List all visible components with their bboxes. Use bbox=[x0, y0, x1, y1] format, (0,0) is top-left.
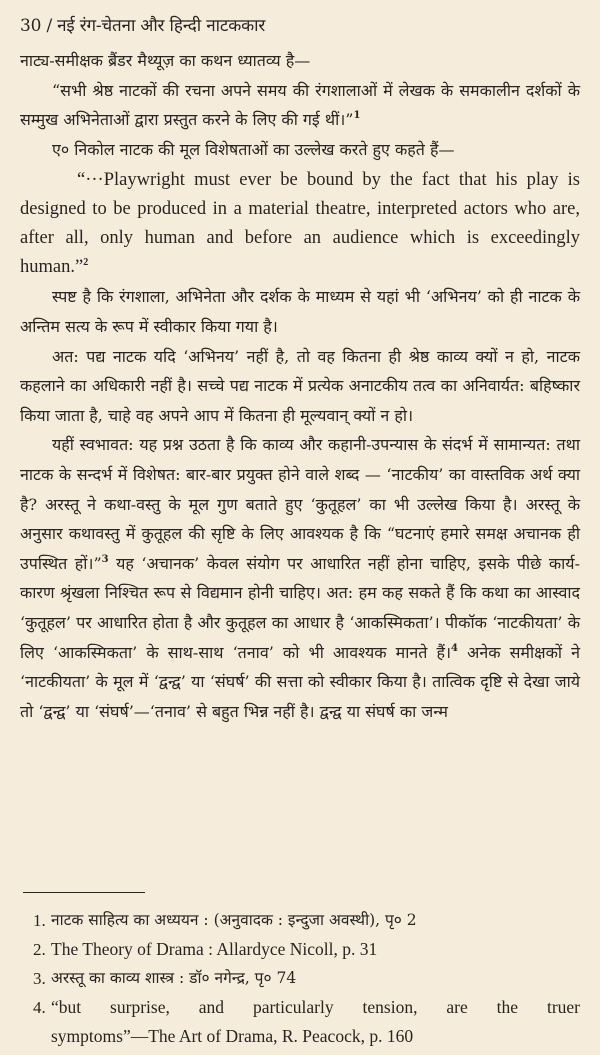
footnotes bbox=[33, 906, 580, 1051]
footnote-divider bbox=[23, 892, 145, 893]
quote-hindi-matthews: “सभी श्रेष्ठ नाटकों की रचना अपने समय की रंगशालाओं में लेखक के समकालीन दर्शकों के सम्मुख अभिनेताओं द्वारा प्रस्तुत करने के लिए की गई थीं।”$^1$ bbox=[20, 80, 580, 130]
footnote-ref-1[interactable]: 1 bbox=[353, 110, 361, 122]
paragraph-abhinay: स्पष्ट है कि रंगशाला, अभिनेता और दर्शक के माध्यम से यहां भी ‘अभिनय’ को ही नाटक के अन्तिम सत्य के रूप में स्वीकार किया गया है। bbox=[20, 287, 580, 336]
footnote-1: 1. नाटक साहित्य का अध्ययन : (अनुवादक : इन्दुजा अवस्थी), पृ० 2 bbox=[33, 911, 417, 930]
footnote-4: 4. “but surprise, and particularly tension, are the truer bbox=[33, 997, 580, 1017]
footnote-2: 2. The Theory of Drama : Allardyce Nicoll, p. 31 bbox=[33, 939, 378, 959]
head-separator: / bbox=[41, 16, 58, 36]
footnote-ref-3[interactable]: 3 bbox=[101, 553, 109, 565]
quote-english-nicoll: “···Playwright must ever be bound by the fact that his play is designed to be produced in a material theatre, interpreted actors who are, after all, only human and before an audience which is exceedingly human.”$^2$ bbox=[20, 170, 580, 278]
paragraph-padya-natak: अत: पद्य नाटक यदि ‘अभिनय’ नहीं है, तो वह कितना ही श्रेष्ठ काव्य क्यों न हो, नाटक कहलाने का अधिकारी नहीं है। सच्चे पद्य नाटक में प्रत्येक अनाटकीय तत्व का अनिवार्यत: बहिष्कार किया जाता है, चाहे वह अपने आप में कितना ही मूल्यवान् क्यों न हो। bbox=[20, 346, 580, 425]
page-number: 30 bbox=[20, 16, 42, 36]
footnote-4-continuation: symptoms”—The Art of Drama, R. Peacock, p. 160 bbox=[51, 1026, 414, 1046]
footnote-ref-4[interactable]: 4 bbox=[451, 642, 458, 654]
paragraph-intro-nicoll: ए० निकोल नाटक की मूल विशेषताओं का उल्लेख करते हुए कहते हैं— bbox=[52, 139, 455, 159]
book-title: नई रंग-चेतना और हिन्दी नाटककार bbox=[57, 16, 266, 36]
running-head bbox=[20, 13, 265, 36]
paragraph-intro-matthews: नाट्य-समीक्षक ब्रैंडर मैथ्यूज़ का कथन ध्यातव्य है— bbox=[20, 51, 311, 70]
footnote-ref-2[interactable]: 2 bbox=[83, 257, 89, 269]
body-text bbox=[20, 46, 580, 726]
paragraph-natakiya: यहीं स्वभावत: यह प्रश्न उठता है कि काव्य और कहानी-उपन्यास के संदर्भ में सामान्यत: तथा नाटक के सन्दर्भ में विशेषत: बार-बार प्रयुक्त होने वाले शब्द — ‘नाटकीय’ का वास्तविक अर्थ क्या है? अरस्तू ने कथा-वस्तु के मूल गुण बताते हुए ‘कुतूहल’ का भी उल्लेख किया है। अरस्तू के अनुसार कथावस्तु में कुतूहल की सृष्टि के लिए आवश्यक है कि “घटनाएं हमारे समक्ष अचानक ही उपस्थित हों।”$^3$ यह ‘अचानक’ केवल संयोग पर आधारित नहीं होना चाहिए, इसके पीछे कार्य-कारण श्रृंखला निश्चित रूप से विद्यमान होनी चाहिए। अत: हम कह सकते हैं कि कथा का आस्वाद ‘कुतूहल’ पर आधारित होता है और कुतूहल का आधार है ‘आकस्मिकता’। पीकॉक ‘नाटकीयता’ के लिए ‘आकस्मिकता’ के साथ-साथ ‘तनाव’ को भी आवश्यक मानते हैं।$^4$ अनेक समीक्षकों ने ‘नाटकीयता’ के मूल में ‘द्वन्द्व’ या ‘संघर्ष’ की सत्ता को स्वीकार किया है। तात्विक दृष्टि से देखा जाये तो ‘द्वन्द्व’ या ‘संघर्ष’—‘तनाव’ से बहुत भिन्न नहीं है। द्वन्द्व या संघर्ष का जन्म bbox=[20, 435, 581, 721]
footnote-3: 3. अरस्तू का काव्य शास्त्र : डॉ० नगेन्द्र, पृ० 74 bbox=[33, 969, 297, 988]
